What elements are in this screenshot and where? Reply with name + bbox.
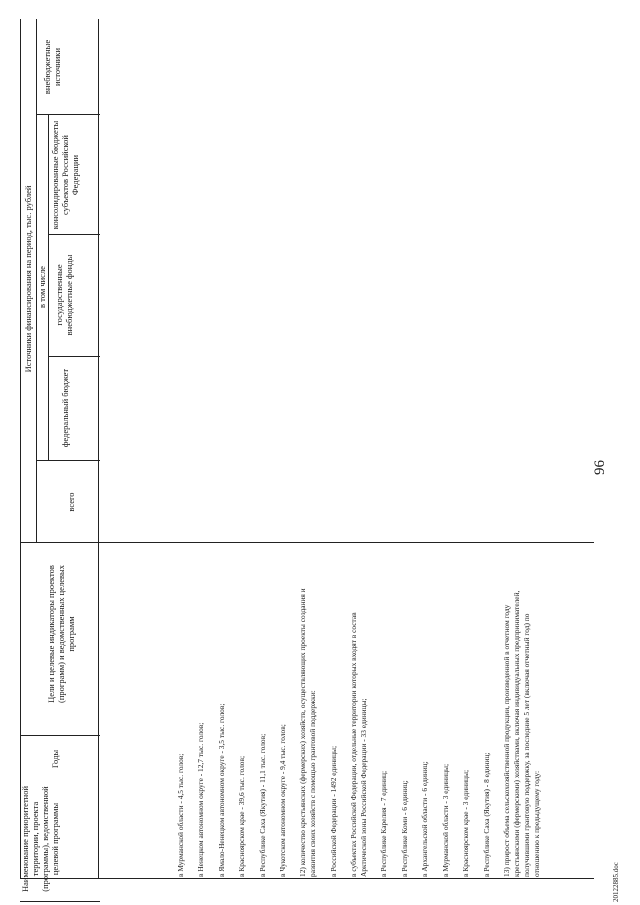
name-column-right [20, 901, 100, 902]
list-item: в Российской Федерации - 1492 единицы; [328, 745, 338, 877]
page-number: 96 [592, 460, 608, 475]
list-item: в Ненецком автономном округе - 12,7 тыс. голов; [196, 722, 206, 877]
goals-list [176, 587, 552, 877]
list-item: 13) прирост объема сельскохозяйственной продукции, произведенной в отчетном году крестьянскими (фермерскими) хозяйствами, включая индивидуальных предпринимателей, получившими грантовую поддержку, за последние 5 лет (включая отчетный год) по отношению к предыдущему году: [501, 590, 541, 877]
header-federal: федеральный бюджет [60, 368, 70, 448]
list-item: в Ямало-Ненецком автономном округе - 3,5 тыс. голов; [216, 703, 226, 877]
footer-code: 20122885.doc [612, 862, 620, 902]
list-item: в Республике Карелия - 7 единиц; [379, 770, 389, 877]
header-extrabudget: внебюджетные источники [42, 39, 62, 95]
header-name: Наименование приоритетной территории, проекта (программы), ведомственной целевой программы [20, 785, 60, 893]
list-item: в Красноярском крае - 3 единицы; [461, 769, 471, 877]
federal-column-right [48, 356, 100, 357]
list-item: в субъектах Российской Федерации, отдельные территории которых входят в состав Арктической зоны Российской Федерации - 33 единицы; [349, 612, 369, 877]
list-item: в Архангельской области - 6 единиц; [420, 761, 430, 877]
header-total: всего [66, 492, 76, 512]
list-item: в Красноярском крае - 39,6 тыс. голов; [237, 755, 247, 877]
list-item: в Республике Коми - 6 единиц; [399, 780, 409, 877]
table-header-bottom [98, 19, 99, 879]
list-item: 12) количество крестьянских (фермерских) хозяйств, осуществляющих проекты создания и развития своих хозяйств с помощью грантовой поддержки: [298, 588, 318, 877]
list-item: в Мурманской области - 3 единицы; [440, 763, 450, 877]
statefunds-column-right [48, 234, 100, 235]
header-including: в том числе [37, 266, 47, 308]
years-column-right [20, 735, 100, 736]
header-years: Годы [50, 749, 60, 769]
total-column-right [36, 460, 100, 461]
list-item: в Республике Саха (Якутия) - 11,1 тыс. голов; [257, 733, 267, 877]
list-item: в Мурманской области - 4,5 тыс. голов; [176, 753, 185, 877]
goals-column-right [20, 542, 594, 543]
list-item: в Республике Саха (Якутия) - 8 единиц; [481, 752, 491, 877]
table-border-left [20, 878, 594, 879]
header-sources: Источники финансирования на период, тыс. рублей [23, 185, 33, 373]
table-border-top [20, 19, 21, 879]
header-state-funds: государственные внебюджетные фонды [54, 254, 74, 336]
header-goals: Цели и целевые индикаторы проектов (программ) и ведомственных целевых программ [46, 565, 76, 703]
list-item: в Чукотском автономном округе - 9,4 тыс. голов; [278, 724, 288, 877]
including-divider [48, 115, 49, 461]
header-regional: консолидированные бюджеты субъектов Российской Федерации [50, 120, 80, 230]
